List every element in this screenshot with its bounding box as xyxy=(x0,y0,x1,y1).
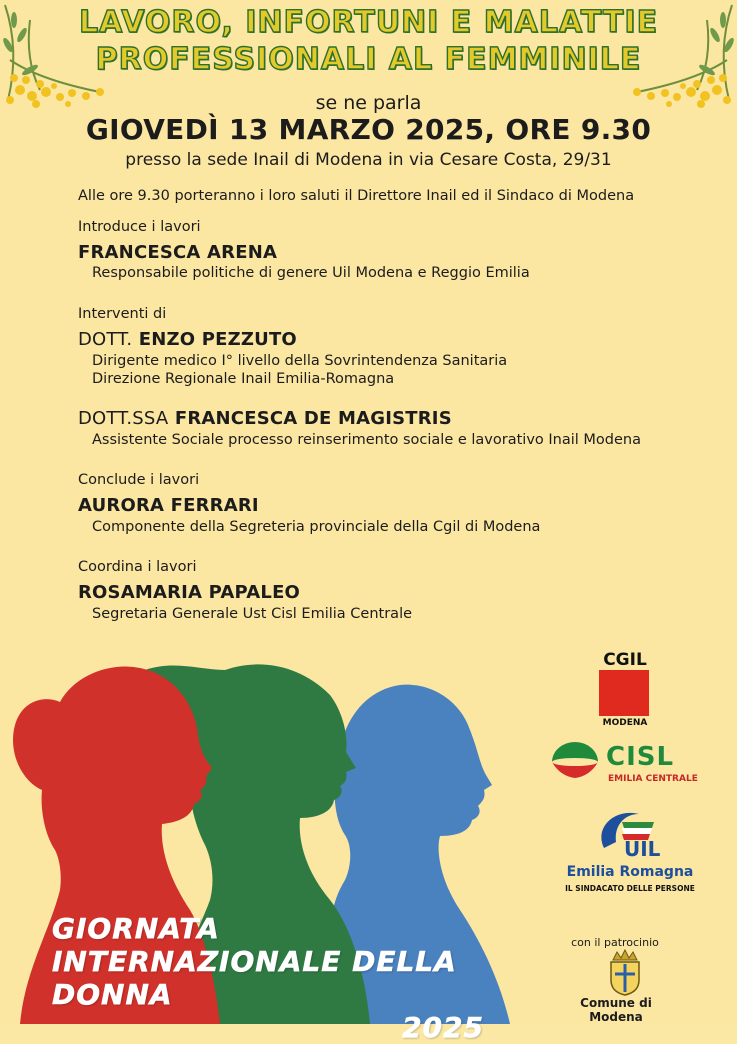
cgil-logo-text: CGIL xyxy=(603,650,647,670)
cisl-emblem-icon xyxy=(550,740,600,782)
speaker-desc-pezzuto-1: Dirigente medico I° livello della Sovrintendenza Sanitaria xyxy=(92,353,508,369)
role-introduce: Introduce i lavori xyxy=(78,219,201,235)
role-conclude: Conclude i lavori xyxy=(78,472,200,488)
cgil-logo-sub: MODENA xyxy=(602,718,648,728)
speaker-desc-pezzuto-2: Direzione Regionale Inail Emilia-Romagna xyxy=(92,371,395,387)
speaker-name-pezzuto xyxy=(78,329,297,350)
event-date: GIOVEDÌ 13 MARZO 2025, ORE 9.30 xyxy=(85,113,652,146)
speaker-name-ferrari: AURORA FERRARI xyxy=(78,495,259,516)
giornata-text xyxy=(52,912,492,1044)
poster-title xyxy=(60,4,677,78)
cisl-logo xyxy=(550,740,700,790)
uil-logo-text: UIL xyxy=(624,837,661,861)
cisl-logo-text: CISL xyxy=(606,742,675,772)
speaker-name-de-magistris xyxy=(78,408,452,429)
speaker-name-arena: FRANCESCA ARENA xyxy=(78,242,278,263)
uil-emblem-icon xyxy=(594,808,664,860)
uil-region: Emilia Romagna xyxy=(566,864,694,880)
speaker-desc-ferrari: Componente della Segreteria provinciale della Cgil di Modena xyxy=(92,519,541,535)
speaker-name: ENZO PEZZUTO xyxy=(138,329,297,350)
cgil-red-square-icon xyxy=(599,670,649,716)
patrocinio-label: con il patrocinio xyxy=(571,936,659,949)
title-line-1: LAVORO, INFORTUNI E MALATTIE xyxy=(78,5,659,40)
speaker-desc-de-magistris: Assistente Sociale processo reinserimento sociale e lavorativo Inail Modena xyxy=(92,432,641,448)
speaker-desc-arena: Responsabile politiche di genere Uil Modena e Reggio Emilia xyxy=(92,265,530,281)
uil-logo-sub: IL SINDACATO DELLE PERSONE xyxy=(565,884,695,893)
uil-logo xyxy=(560,808,700,894)
giornata-line-3: 2025 xyxy=(402,1011,484,1044)
role-interventi: Interventi di xyxy=(78,306,167,322)
title-line-2: PROFESSIONALI AL FEMMINILE xyxy=(95,42,642,77)
comune-label: Comune di Modena xyxy=(580,996,652,1024)
speaker-name-papaleo: ROSAMARIA PAPALEO xyxy=(78,582,301,603)
greetings-text: Alle ore 9.30 porteranno i loro saluti il Direttore Inail ed il Sindaco di Modena xyxy=(78,188,635,204)
giornata-line-1: GIORNATA xyxy=(52,912,220,945)
event-venue: presso la sede Inail di Modena in via Cesare Costa, 29/31 xyxy=(125,150,612,170)
comune-di-modena-crest-icon xyxy=(605,950,645,996)
cgil-logo xyxy=(596,650,654,730)
speaker-desc-papaleo: Segretaria Generale Ust Cisl Emilia Centrale xyxy=(92,606,413,622)
role-coordina: Coordina i lavori xyxy=(78,559,197,575)
giornata-line-2: INTERNAZIONALE DELLA DONNA xyxy=(52,945,457,1011)
speaker-prefix: DOTT. xyxy=(78,329,133,350)
speaker-prefix: DOTT.SSA xyxy=(78,408,169,429)
se-ne-parla: se ne parla xyxy=(315,92,422,114)
speaker-name: FRANCESCA DE MAGISTRIS xyxy=(174,408,452,429)
cisl-logo-sub: EMILIA CENTRALE xyxy=(608,774,698,784)
